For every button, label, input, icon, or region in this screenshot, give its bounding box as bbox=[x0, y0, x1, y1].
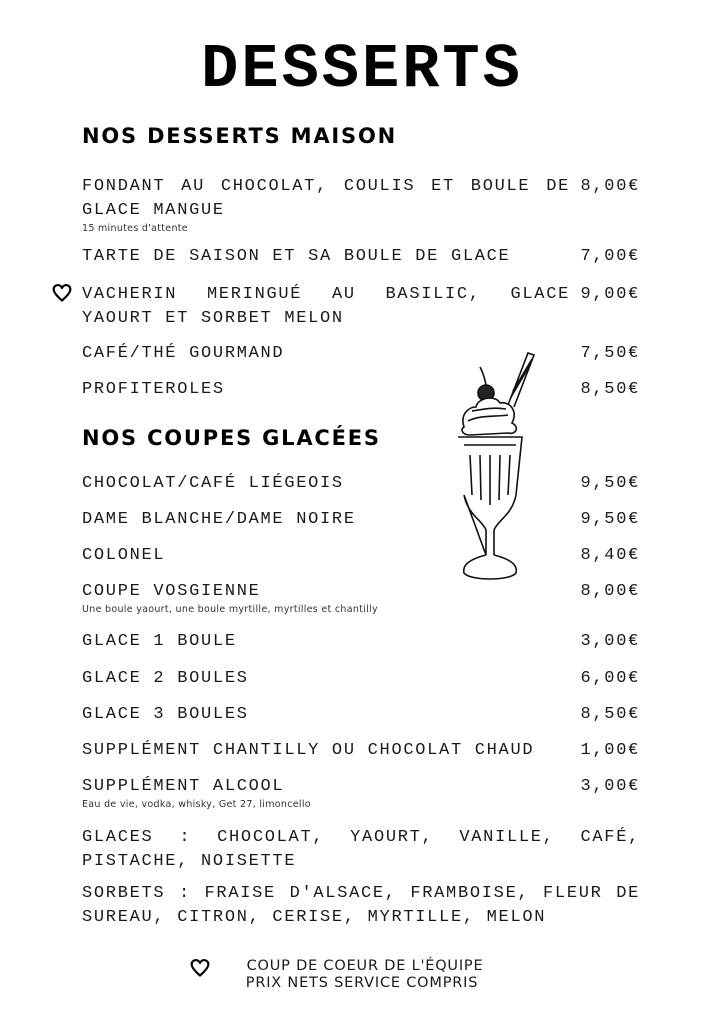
heart-icon bbox=[52, 283, 72, 303]
item-name: GLACE 2 BOULES bbox=[82, 669, 249, 688]
item-name: GLACE 1 BOULE bbox=[82, 632, 237, 651]
item-name: GLACE 3 BOULES bbox=[82, 705, 249, 724]
item-price: 9,50€ bbox=[580, 474, 640, 493]
menu-item bbox=[82, 378, 640, 402]
item-name: CHOCOLAT/CAFÉ LIÉGEOIS bbox=[82, 474, 344, 493]
page-title: DESSERTS bbox=[201, 34, 523, 105]
item-price: 8,50€ bbox=[580, 705, 640, 724]
item-price: 1,00€ bbox=[580, 741, 640, 760]
item-price: 9,50€ bbox=[580, 510, 640, 529]
item-name: COLONEL bbox=[82, 546, 166, 565]
item-price: 3,00€ bbox=[580, 777, 640, 796]
item-price: 7,00€ bbox=[580, 247, 640, 266]
item-name: COUPE VOSGIENNE bbox=[82, 582, 261, 601]
menu-item bbox=[82, 739, 640, 763]
favorite-legend: COUP DE COEUR DE L'ÉQUIPE bbox=[246, 958, 484, 974]
item-price: 6,00€ bbox=[580, 669, 640, 688]
item-name: CAFÉ/THÉ GOURMAND bbox=[82, 344, 285, 363]
glaces-flavours: GLACES : CHOCOLAT, YAOURT, VANILLE, CAFÉ, PISTACHE, NOISETTE bbox=[82, 828, 640, 871]
section-heading-coupes: NOS COUPES GLACÉES bbox=[82, 426, 381, 450]
item-price: 8,40€ bbox=[580, 546, 640, 565]
item-name: DAME BLANCHE/DAME NOIRE bbox=[82, 510, 356, 529]
section-heading-desserts: NOS DESSERTS MAISON bbox=[82, 124, 397, 148]
service-note: PRIX NETS SERVICE COMPRIS bbox=[245, 975, 479, 991]
item-price: 3,00€ bbox=[580, 632, 640, 651]
menu-item bbox=[82, 703, 640, 727]
item-price: 8,50€ bbox=[580, 380, 640, 399]
sorbets-flavours: SORBETS : FRAISE D'ALSACE, FRAMBOISE, FLEUR DE SUREAU, CITRON, CERISE, MYRTILLE, MELON bbox=[82, 884, 640, 927]
item-price: 9,00€ bbox=[580, 285, 640, 304]
item-note: Une boule yaourt, une boule myrtille, myrtilles et chantilly bbox=[82, 604, 378, 615]
item-name: PROFITEROLES bbox=[82, 380, 225, 399]
menu-item bbox=[82, 175, 640, 235]
item-name: TARTE DE SAISON ET SA BOULE DE GLACE bbox=[82, 247, 511, 266]
footer bbox=[0, 958, 724, 992]
menu-item bbox=[82, 342, 640, 366]
menu-item bbox=[82, 775, 640, 811]
menu-item bbox=[82, 580, 640, 616]
item-price: 8,00€ bbox=[580, 177, 640, 196]
item-name: VACHERIN MERINGUÉ AU BASILIC, GLACE YAOURT ET SORBET MELON bbox=[82, 285, 570, 328]
item-name: SUPPLÉMENT ALCOOL bbox=[82, 777, 285, 796]
menu-item bbox=[82, 667, 640, 691]
menu-item bbox=[82, 544, 640, 568]
menu-item bbox=[82, 245, 640, 269]
menu-item bbox=[82, 630, 640, 654]
item-note: Eau de vie, vodka, whisky, Get 27, limoncello bbox=[82, 799, 311, 810]
menu-item bbox=[82, 472, 640, 496]
item-name: FONDANT AU CHOCOLAT, COULIS ET BOULE DE GLACE MANGUE bbox=[82, 177, 570, 220]
item-note: 15 minutes d'attente bbox=[82, 223, 188, 234]
item-name: SUPPLÉMENT CHANTILLY OU CHOCOLAT CHAUD bbox=[82, 741, 535, 760]
item-price: 7,50€ bbox=[580, 344, 640, 363]
item-price: 8,00€ bbox=[580, 582, 640, 601]
menu-item bbox=[82, 508, 640, 532]
menu-item-favorite bbox=[82, 283, 640, 331]
